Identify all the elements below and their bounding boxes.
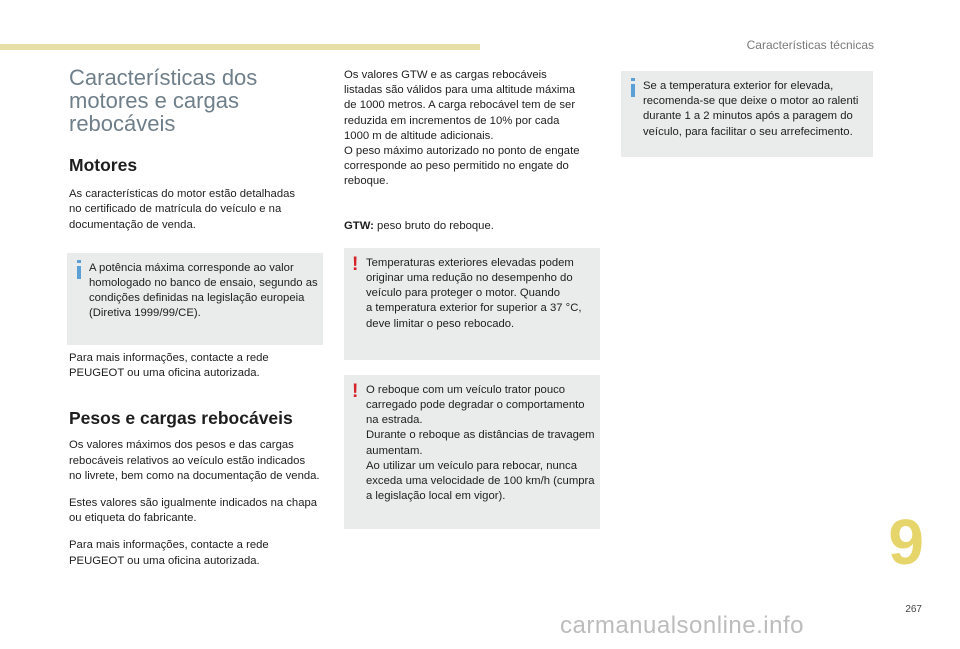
text-line: homologado no banco de ensaio, segundo as (89, 277, 318, 290)
text-line: listadas são válidos para uma altitude máxima (344, 84, 576, 97)
text-line: recomenda-se que deixe o motor ao ralenti (643, 95, 859, 108)
text-line: durante 1 a 2 minutos após a paragem do (643, 110, 853, 123)
gtw-label: GTW: (344, 219, 374, 232)
motores-paragraph (69, 187, 323, 233)
text-line: corresponde ao peso permitido no engate do (344, 160, 569, 173)
text-line: O peso máximo autorizado no ponto de engate (344, 145, 580, 158)
text-line: PEUGEOT ou uma oficina autorizada. (69, 367, 260, 380)
text-line: no certificado de matrícula do veículo e na (69, 203, 282, 216)
text-line: na estrada. (366, 414, 423, 427)
column-middle (344, 68, 600, 529)
text-line: originar uma redução no desempenho do (366, 272, 573, 285)
info-box-power (67, 253, 323, 345)
chapter-number: 9 (888, 506, 924, 578)
text-line: rebocáveis relativos ao veículo estão indicados (69, 454, 306, 467)
text-line: carregado pode degradar o comportamento (366, 399, 585, 412)
text-line: A potência máxima corresponde ao valor (89, 261, 294, 274)
contact-paragraph (69, 351, 323, 381)
text-line: a legislação local em vigor). (366, 490, 506, 503)
text-line: veículo para proteger o motor. Quando (366, 287, 561, 300)
motores-heading: Motores (69, 155, 138, 175)
text-line: Os valores GTW e as cargas rebocáveis (344, 69, 547, 81)
text-line: reduzida em incrementos de 10% por cada (344, 114, 560, 127)
column-right (621, 71, 873, 157)
text-line: exceda uma velocidade de 100 km/h (cumpra (366, 475, 595, 488)
warning-icon: ! (352, 380, 359, 402)
pesos-plate-paragraph (69, 496, 323, 526)
text-line: a temperatura exterior for superior a 37 °C, (366, 302, 582, 315)
gtw-definition (344, 219, 600, 234)
pesos-paragraph (69, 438, 323, 484)
text-line: Se a temperatura exterior for elevada, (643, 80, 834, 92)
text-line: deve limitar o peso rebocado. (366, 317, 515, 330)
info-box-cooling (621, 71, 873, 157)
page-number: 267 (905, 604, 922, 615)
pesos-heading: Pesos e cargas rebocáveis (69, 408, 293, 429)
text-line: reboque. (344, 175, 389, 188)
text-line: PEUGEOT ou uma oficina autorizada. (69, 554, 260, 567)
text-line: Os valores máximos dos pesos e das cargas (69, 439, 294, 452)
section-header: Características técnicas (746, 38, 874, 52)
title-line: motores e cargas (69, 88, 239, 113)
text-line: Ao utilizar um veículo para rebocar, nunca (366, 459, 577, 472)
title-line: Características dos (69, 65, 258, 90)
text-line: Temperaturas exteriores elevadas podem (366, 256, 574, 269)
warning-box-temperature (344, 248, 600, 360)
text-line: de 1000 metros. A carga rebocável tem de ser (344, 99, 576, 112)
text-line: documentação de venda. (69, 218, 196, 231)
info-icon (75, 260, 83, 280)
text-line: As características do motor estão detalhadas (69, 188, 296, 201)
warning-icon: ! (352, 253, 359, 275)
gtw-paragraph (344, 68, 600, 190)
text-line: no livrete, bem como na documentação de venda. (69, 469, 320, 482)
text-line: veículo, para facilitar o seu arrefecimento. (643, 125, 853, 138)
text-line: (Diretiva 1999/99/CE). (89, 307, 201, 320)
text-line: 1000 m de altitude adicionais. (344, 129, 494, 142)
text-line: O reboque com um veículo trator pouco (366, 383, 566, 396)
text-line: Estes valores são igualmente indicados na chapa (69, 497, 318, 510)
title-line: rebocáveis (69, 111, 176, 136)
text-line: Para mais informações, contacte a rede (69, 351, 269, 364)
page-title (69, 66, 323, 135)
info-icon (629, 78, 637, 98)
text-line: Durante o reboque as distâncias de travagem (366, 429, 595, 442)
watermark-text: carmanualsonline.info (560, 612, 804, 639)
text-line: Para mais informações, contacte a rede (69, 539, 269, 552)
warning-box-towing (344, 375, 600, 529)
text-line: condições definidas na legislação europeia (89, 292, 305, 305)
text-line: aumentam. (366, 444, 423, 457)
header-accent-bar (0, 44, 480, 50)
contact-paragraph (69, 538, 323, 568)
column-left (69, 66, 323, 569)
gtw-definition-text: peso bruto do reboque. (373, 219, 494, 232)
text-line: ou etiqueta do fabricante. (69, 512, 197, 525)
